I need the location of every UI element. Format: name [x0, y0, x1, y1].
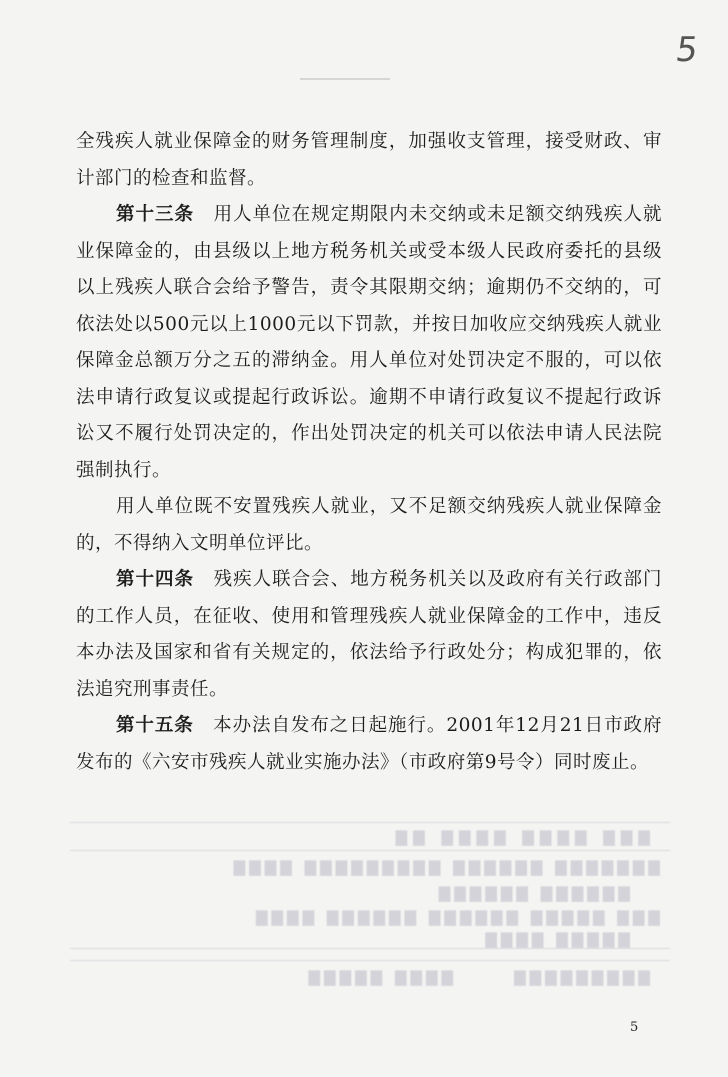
article-15 [76, 708, 662, 781]
article-text: 用人单位在规定期限内未交纳或未足额交纳残疾人就业保障金的，由县级以上地方税务机关或受本级人民政府委托的县级以上残疾人联合会给予警告，责令其限期交纳；逾期仍不交纳的，可依法处以500元以上1000元以下罚款，并按日加收应交纳残疾人就业保障金总额万分之五的滞纳金。用人单位对处罚决定不服的，可以依法申请行政复议或提起行政诉讼。逾期不申请行政复议不提起行政诉讼又不履行处罚决定的，作出处罚决定的机关可以依法申请人民法院强制执行。 [76, 204, 662, 481]
page-number: 5 [630, 1020, 639, 1035]
reverse-side-bleed-through: ▇▇▇ ▇▇▇▇ ▇▇▇▇ ▇▇ ▇▇▇▇▇▇▇ ▇▇▇▇▇▇ ▇▇▇▇▇▇▇▇▇ ▇▇▇▇ ▇▇▇▇▇▇ ▇▇▇▇▇▇ ▇▇▇ ▇▇▇▇▇ ▇▇▇▇▇▇ ▇▇▇▇▇▇ ▇▇▇▇ ▇▇▇▇▇ ▇▇▇▇ ▇▇▇▇▇▇▇▇▇ ▇▇▇▇ ▇▇▇▇▇ [50, 808, 690, 988]
paragraph-continuation [76, 124, 662, 197]
article-text: 残疾人联合会、地方税务机关以及政府有关行政部门的工作人员，在征收、使用和管理残疾人就业保障金的工作中，违反本办法及国家和省有关规定的，依法给予行政处分；构成犯罪的，依法追究刑事责任。 [76, 569, 662, 700]
document-body [76, 124, 662, 781]
article-13-clause-2 [76, 489, 662, 562]
handwritten-page-number: 5 [673, 30, 701, 70]
scan-artifact [300, 78, 390, 80]
article-13 [76, 197, 662, 489]
article-label: 第十四条 [116, 569, 195, 590]
article-14 [76, 562, 662, 708]
article-text: 本办法自发布之日起施行。2001年12月21日市政府发布的《六安市残疾人就业实施办法》（市政府第9号令）同时废止。 [76, 715, 662, 773]
paragraph-text: 全残疾人就业保障金的财务管理制度，加强收支管理，接受财政、审计部门的检查和监督。 [76, 131, 662, 189]
article-label: 第十三条 [116, 204, 195, 225]
article-label: 第十五条 [116, 715, 194, 736]
paragraph-text: 用人单位既不安置残疾人就业，又不足额交纳残疾人就业保障金的，不得纳入文明单位评比。 [76, 496, 662, 554]
